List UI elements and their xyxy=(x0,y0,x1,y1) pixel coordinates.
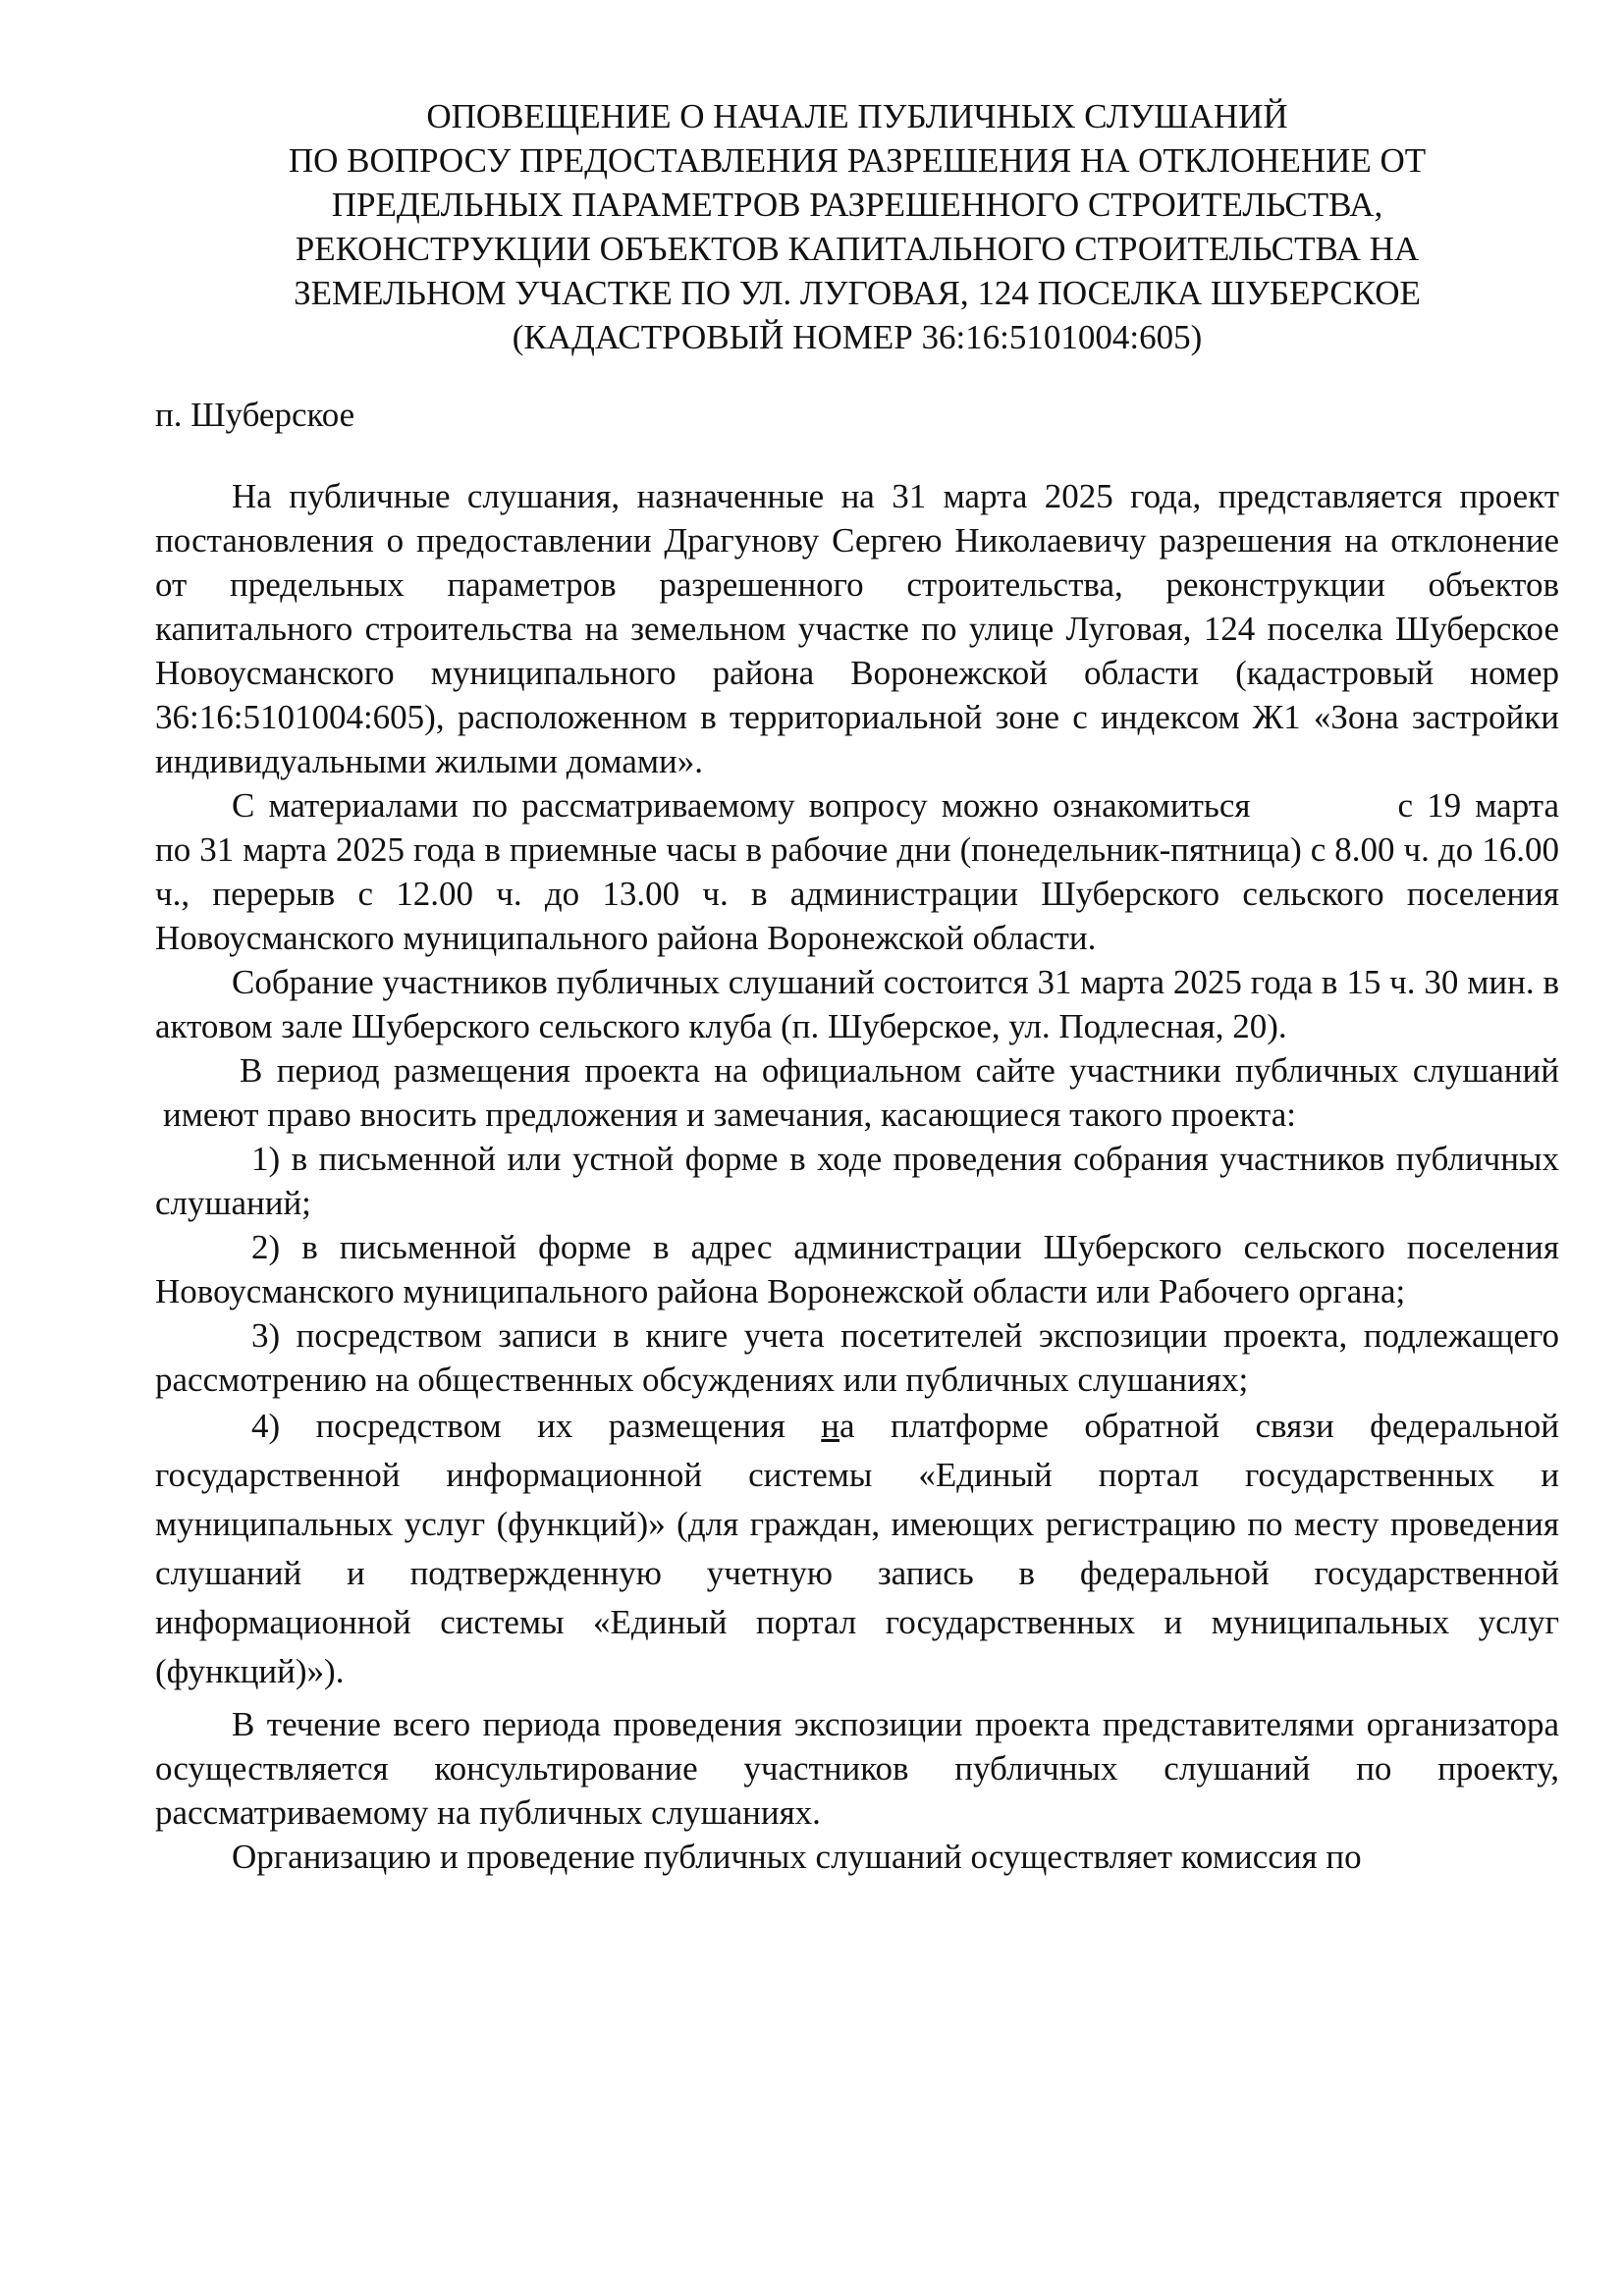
title-line: РЕКОНСТРУКЦИИ ОБЪЕКТОВ КАПИТАЛЬНОГО СТРОИТЕЛЬСТВА НА xyxy=(295,230,1420,268)
paragraph-proposals-intro: В период размещения проекта на официальном сайте участники публичных слушаний имеют право вносить предложения и замечания, касающиеся такого проекта: xyxy=(163,1051,1559,1134)
title-line: ПРЕДЕЛЬНЫХ ПАРАМЕТРОВ РАЗРЕШЕННОГО СТРОИТЕЛЬСТВА, xyxy=(331,186,1383,224)
document-page xyxy=(155,94,1559,1879)
paragraph-materials-start: С материалами по рассматриваемому вопросу можно ознакомиться xyxy=(232,786,1251,825)
list-item xyxy=(155,1402,1559,1696)
title-line: ЗЕМЕЛЬНОМ УЧАСТКЕ ПО УЛ. ЛУГОВАЯ, 124 ПОСЕЛКА ШУБЕРСКОЕ xyxy=(294,274,1421,312)
list-item: 3) посредством записи в книге учета посетителей экспозиции проекта, подлежащего рассмотрению на общественных обсуждениях или публичных слушаниях; xyxy=(155,1316,1559,1399)
paragraph-meeting: Собрание участников публичных слушаний состоится 31 марта 2025 года в 15 ч. 30 мин. в актовом зале Шуберского сельского клуба (п. Шуберское, ул. Подлесная, 20). xyxy=(155,963,1559,1045)
list-item-text: 4) посредством их размещения xyxy=(251,1407,822,1445)
place-name: п. Шуберское xyxy=(155,396,355,434)
list-item-text: а платформе обратной связи федеральной государственной информационной системы «Единый портал государственных и муниципальных услуг (функций)» (для граждан, имеющих регистрацию по месту проведения слушаний и подтвержденную учетную запись в федеральной государственной информационной системы «Единый портал государственных и муниципальных услуг (функций)»). xyxy=(155,1407,1559,1690)
title-line: (КАДАСТРОВЫЙ НОМЕР 36:16:5101004:605) xyxy=(512,318,1203,356)
paragraph-materials xyxy=(155,783,1559,960)
document-title xyxy=(155,94,1559,359)
list-item: 2) в письменной форме в адрес администрации Шуберского сельского поселения Новоусманского муниципального района Воронежской области или Рабочего органа; xyxy=(155,1228,1559,1310)
underlined-letter: н xyxy=(821,1407,840,1445)
paragraph-organization: Организацию и проведение публичных слушаний осуществляет комиссия по xyxy=(232,1838,1362,1876)
list-item: 1) в письменной или устной форме в ходе проведения собрания участников публичных слушаний; xyxy=(155,1140,1559,1222)
paragraph-consultation: В течение всего периода проведения экспозиции проекта представителями организатора осуществляется консультирование участников публичных слушаний по проекту, рассматриваемому на публичных слушаниях. xyxy=(155,1705,1559,1832)
paragraph-materials-rest: с 19 марта по 31 марта 2025 года в приемные часы в рабочие дни (понедельник-пятница) с 8.00 ч. до 16.00 ч., перерыв с 12.00 ч. до 13.00 ч. в администрации Шуберского сельского поселения Новоусманского муниципального района Воронежской области. xyxy=(155,786,1559,957)
title-line: ПО ВОПРОСУ ПРЕДОСТАВЛЕНИЯ РАЗРЕШЕНИЯ НА ОТКЛОНЕНИЕ ОТ xyxy=(288,141,1427,180)
paragraph-project-notice: На публичные слушания, назначенные на 31 марта 2025 года, представляется проект постановления о предоставлении Драгунову Сергею Николаевичу разрешения на отклонение от предельных параметров разрешенного строительства, реконструкции объектов капитального строительства на земельном участке по улице Луговая, 124 поселка Шуберское Новоусманского муниципального района Воронежской области (кадастровый номер 36:16:5101004:605), расположенном в территориальной зоне с индексом Ж1 «Зона застройки индивидуальными жилыми домами». xyxy=(155,477,1559,780)
title-line: ОПОВЕЩЕНИЕ О НАЧАЛЕ ПУБЛИЧНЫХ СЛУШАНИЙ xyxy=(426,97,1288,135)
